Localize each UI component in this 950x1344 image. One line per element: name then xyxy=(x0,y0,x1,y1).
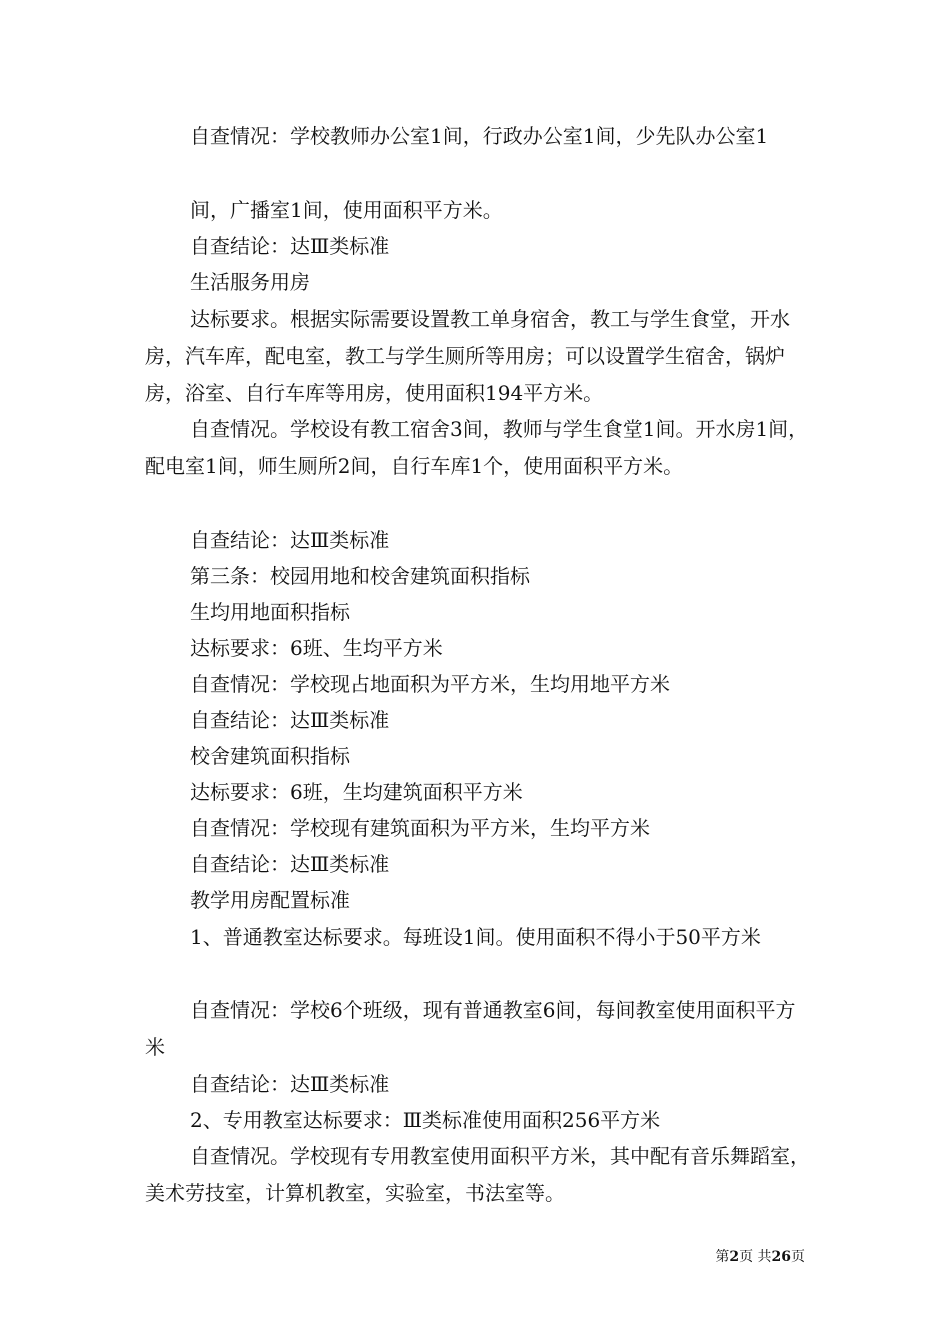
section-heading: 校舍建筑面积指标 xyxy=(190,744,350,768)
page-footer xyxy=(715,1248,805,1266)
footer-suffix: 页 xyxy=(791,1249,805,1265)
section-heading: 生活服务用房 xyxy=(190,270,310,294)
paragraph: 间，广播室1间，使用面积平方米。 xyxy=(190,198,503,222)
paragraph: 自查结论：达Ⅲ类标准 xyxy=(190,528,390,552)
current-page-number: 2 xyxy=(729,1249,740,1265)
section-heading: 第三条：校园用地和校舍建筑面积指标 xyxy=(190,564,530,588)
paragraph: 自查结论：达Ⅲ类标准 xyxy=(190,852,390,876)
paragraph: 自查结论：达Ⅲ类标准 xyxy=(190,708,390,732)
footer-middle: 页 共 xyxy=(739,1249,772,1265)
total-page-count: 26 xyxy=(771,1249,791,1265)
paragraph: 自查结论：达Ⅲ类标准 xyxy=(190,1072,390,1096)
paragraph: 自查情况。学校现有专用教室使用面积平方米，其中配有音乐舞蹈室，美术劳技室，计算机教室，实验室，书法室等。 xyxy=(145,1144,810,1205)
paragraph: 达标要求：6班、生均平方米 xyxy=(190,636,443,660)
paragraph: 自查结论：达Ⅲ类标准 xyxy=(190,234,390,258)
paragraph: 自查情况：学校教师办公室1间，行政办公室1间，少先队办公室1 xyxy=(190,124,769,148)
section-heading: 教学用房配置标准 xyxy=(190,888,350,912)
paragraph: 达标要求。根据实际需要设置教工单身宿舍，教工与学生食堂，开水房，汽车库，配电室，教工与学生厕所等用房；可以设置学生宿舍，锅炉房，浴室、自行车库等用房，使用面积194平方米。 xyxy=(145,307,790,405)
paragraph: 自查情况：学校现占地面积为平方米，生均用地平方米 xyxy=(190,672,670,696)
paragraph: 自查情况：学校现有建筑面积为平方米，生均平方米 xyxy=(190,816,650,840)
section-heading: 生均用地面积指标 xyxy=(190,600,350,624)
paragraph: 2、专用教室达标要求：Ⅲ类标准使用面积256平方米 xyxy=(190,1108,661,1132)
paragraph: 自查情况：学校6个班级，现有普通教室6间，每间教室使用面积平方米 xyxy=(145,998,796,1059)
footer-prefix: 第 xyxy=(715,1249,730,1265)
paragraph: 自查情况。学校设有教工宿舍3间，教师与学生食堂1间。开水房1间，配电室1间，师生厕所2间，自行车库1个，使用面积平方米。 xyxy=(145,417,809,478)
paragraph: 1、普通教室达标要求。每班设1间。使用面积不得小于50平方米 xyxy=(190,925,761,949)
paragraph: 达标要求：6班，生均建筑面积平方米 xyxy=(190,780,523,804)
